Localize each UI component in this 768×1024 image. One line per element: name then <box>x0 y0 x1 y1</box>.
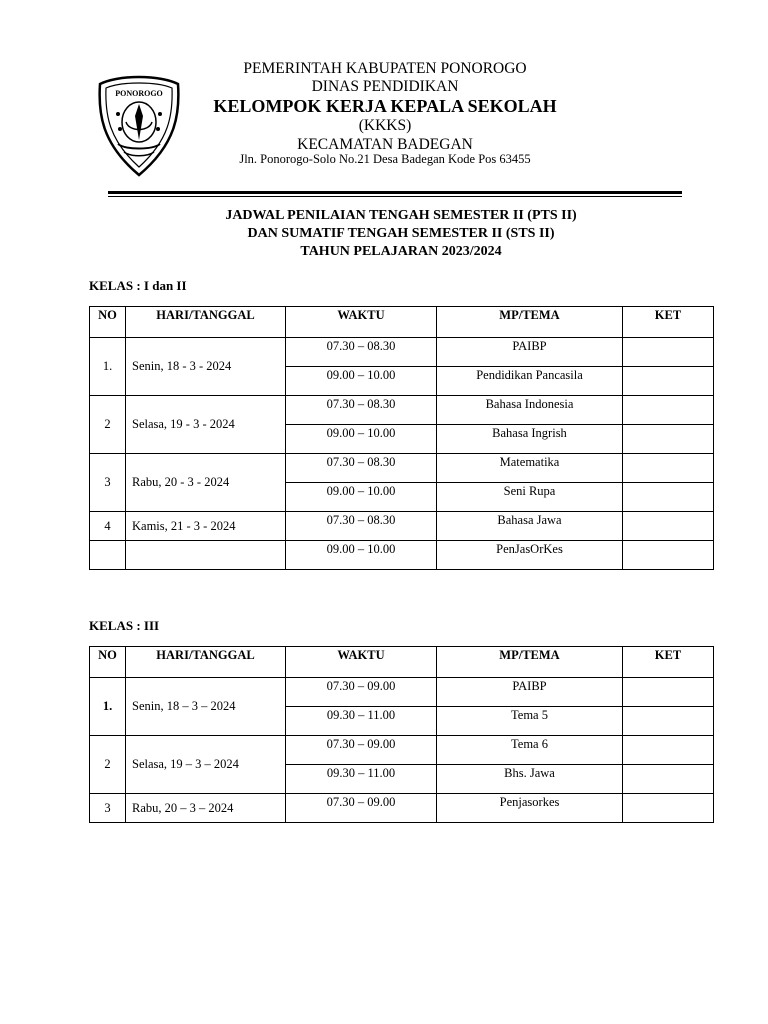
session-time: 09.00 – 10.00 <box>286 541 437 570</box>
header-time: WAKTU <box>286 647 437 678</box>
ponorogo-emblem-icon <box>96 74 182 178</box>
org-department: DINAS PENDIDIKAN <box>311 78 459 95</box>
letterhead-divider <box>108 191 682 194</box>
session-note <box>623 541 714 570</box>
session-note <box>623 425 714 454</box>
session-subject: Bahasa Jawa <box>437 512 623 541</box>
table-header-row <box>90 647 714 678</box>
org-abbreviation: (KKKS) <box>358 117 412 134</box>
session-subject: Tema 5 <box>437 707 623 736</box>
class-label-1-2: KELAS : I dan II <box>89 278 187 293</box>
header-subject: MP/TEMA <box>437 647 623 678</box>
header-subject: MP/TEMA <box>437 307 623 338</box>
session-time: 07.30 – 08.30 <box>286 338 437 367</box>
session-note <box>623 338 714 367</box>
org-district: KECAMATAN BADEGAN <box>297 136 473 153</box>
session-subject: Matematika <box>437 454 623 483</box>
session-subject: Bahasa Indonesia <box>437 396 623 425</box>
header-day: HARI/TANGGAL <box>126 647 286 678</box>
table-header-row <box>90 307 714 338</box>
session-subject: PAIBP <box>437 678 623 707</box>
row-day: Rabu, 20 – 3 – 2024 <box>126 794 286 823</box>
table-row <box>90 541 714 570</box>
session-time: 09.30 – 11.00 <box>286 707 437 736</box>
row-day: Rabu, 20 - 3 - 2024 <box>126 454 286 512</box>
session-time: 07.30 – 09.00 <box>286 678 437 707</box>
session-note <box>623 454 714 483</box>
session-note <box>623 483 714 512</box>
session-time: 09.00 – 10.00 <box>286 425 437 454</box>
session-note <box>623 367 714 396</box>
class-label-3: KELAS : III <box>89 618 160 633</box>
row-number: 3 <box>90 794 126 823</box>
session-subject: PenJasOrKes <box>437 541 623 570</box>
table-row <box>90 396 714 425</box>
row-number <box>90 541 126 570</box>
table-row <box>90 454 714 483</box>
session-time: 07.30 – 09.00 <box>286 794 437 823</box>
table-row <box>90 338 714 367</box>
org-government: PEMERINTAH KABUPATEN PONOROGO <box>243 60 527 77</box>
org-name: KELOMPOK KERJA KEPALA SEKOLAH <box>213 96 557 116</box>
header-day: HARI/TANGGAL <box>126 307 286 338</box>
session-note <box>623 736 714 765</box>
session-note <box>623 707 714 736</box>
session-time: 09.30 – 11.00 <box>286 765 437 794</box>
row-day: Selasa, 19 – 3 – 2024 <box>126 736 286 794</box>
document-title: JADWAL PENILAIAN TENGAH SEMESTER II (PTS II) <box>225 208 577 223</box>
row-number: 1. <box>90 678 126 736</box>
session-time: 09.00 – 10.00 <box>286 367 437 396</box>
document-subtitle: DAN SUMATIF TENGAH SEMESTER II (STS II) <box>247 226 555 241</box>
row-day: Selasa, 19 - 3 - 2024 <box>126 396 286 454</box>
session-subject: Bhs. Jawa <box>437 765 623 794</box>
session-subject: Pendidikan Pancasila <box>437 367 623 396</box>
session-subject: Penjasorkes <box>437 794 623 823</box>
row-number: 2 <box>90 396 126 454</box>
letterhead <box>0 0 768 200</box>
org-address: Jln. Ponorogo-Solo No.21 Desa Badegan Kode Pos 63455 <box>239 152 531 166</box>
row-day: Senin, 18 - 3 - 2024 <box>126 338 286 396</box>
row-number: 4 <box>90 512 126 541</box>
row-number: 2 <box>90 736 126 794</box>
header-note: KET <box>623 307 714 338</box>
academic-year: TAHUN PELAJARAN 2023/2024 <box>300 244 502 259</box>
table-row <box>90 512 714 541</box>
row-day <box>126 541 286 570</box>
table-row <box>90 678 714 707</box>
table-row <box>90 794 714 823</box>
session-note <box>623 678 714 707</box>
session-subject: Bahasa Ingrish <box>437 425 623 454</box>
session-subject: Seni Rupa <box>437 483 623 512</box>
session-time: 07.30 – 08.30 <box>286 396 437 425</box>
letterhead-divider-thin <box>108 196 682 197</box>
session-note <box>623 765 714 794</box>
header-no: NO <box>90 647 126 678</box>
row-number: 1. <box>90 338 126 396</box>
session-time: 07.30 – 08.30 <box>286 454 437 483</box>
session-note <box>623 512 714 541</box>
svg-text:PONOROGO: PONOROGO <box>115 89 163 98</box>
row-number: 3 <box>90 454 126 512</box>
session-note <box>623 794 714 823</box>
session-time: 07.30 – 08.30 <box>286 512 437 541</box>
table-row <box>90 736 714 765</box>
row-day: Kamis, 21 - 3 - 2024 <box>126 512 286 541</box>
header-note: KET <box>623 647 714 678</box>
header-time: WAKTU <box>286 307 437 338</box>
session-subject: PAIBP <box>437 338 623 367</box>
session-note <box>623 396 714 425</box>
schedule-table-class-1-2 <box>89 306 714 570</box>
header-no: NO <box>90 307 126 338</box>
session-subject: Tema 6 <box>437 736 623 765</box>
row-day: Senin, 18 – 3 – 2024 <box>126 678 286 736</box>
schedule-table-class-3 <box>89 646 714 823</box>
session-time: 09.00 – 10.00 <box>286 483 437 512</box>
session-time: 07.30 – 09.00 <box>286 736 437 765</box>
